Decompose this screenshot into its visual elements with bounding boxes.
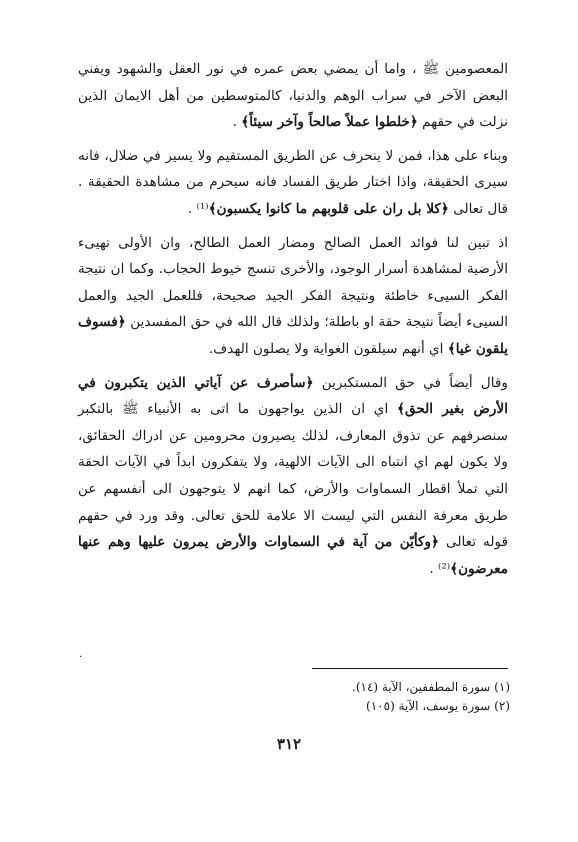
quran-verse: ﴿سأصرف عن آياتي الذين يتكبرون في الأرض بغير الحق﴾ bbox=[78, 374, 508, 418]
paragraph bbox=[78, 230, 508, 363]
quran-verse: ﴿فسوف يلقون غيا﴾ bbox=[78, 314, 508, 357]
paragraph bbox=[78, 370, 508, 583]
main-text-block bbox=[78, 56, 508, 582]
footnote-reference: ⁽²⁾ . bbox=[429, 560, 451, 577]
paragraph-segment: اي ان الذين يواجهون ما اتى به الأنبياء ﷺ بالتكبر سنصرفهم عن تذوق المعارف، لذلك يصيرون محرومين عن ادراك الحقائق، ولا يكون لهم اي انتباه الى الآيات الالهية، ولا يتفكرون ابداً في الآيات الحقة التي تملأ اقطار السماوات والأرض، كما انهم لا يتوجهون الى أنفسهم عن طريق معرفة النفس التي ليست الا علامة للحق تعالى. وقد ورد في حقهم قوله تعالى bbox=[78, 401, 508, 551]
paragraph bbox=[78, 56, 508, 136]
page-number: ٣١٢ bbox=[276, 735, 302, 753]
footnotes-section bbox=[300, 678, 510, 716]
paragraph bbox=[78, 143, 508, 223]
footnote-item: (٢) سورة يوسف، الآية (١٠٥) bbox=[366, 699, 510, 713]
footnote-divider bbox=[312, 668, 508, 669]
quran-verse: ﴿وكأيّن من آية في السماوات والأرض يمرون عليها وهم عنها معرضون﴾ bbox=[78, 534, 508, 577]
quran-verse: ﴿كلا بل ران على قلوبهم ما كانوا يكسبون﴾ bbox=[208, 200, 449, 217]
paragraph-segment: . bbox=[232, 114, 242, 131]
paragraph-segment: وبناء على هذا، فمن لا ينحرف عن الطريق المستقيم ولا يسير في ضلال، فانه سيرى الحقيقة، واذا اختار طريق الفساد فانه سيحرم من مشاهدة الحقيقة . قال تعالى bbox=[78, 147, 508, 217]
footnote-item: (١) سورة المطففين، الآية (١٤). bbox=[352, 680, 510, 694]
footnote-reference: ⁽¹⁾ . bbox=[187, 200, 209, 217]
paragraph-segment: وقال أيضاً في حق المستكبرين bbox=[313, 374, 508, 391]
stray-mark: . bbox=[79, 649, 83, 660]
paragraph-segment: اذ تبين لنا فوائد العمل الصالح ومضار العمل الطالح، وان الأولى تهيىء الأرضية لمشاهدة أسرار الوجود، والأخرى تنسج خيوط الحجاب. وكما ان نتيجة الفكر السيىء خاطئة ونتيجة الفكر الجيد صحيحة، فللعمل الجيد والعمل السيىء أيضاً نتيجة حقة او باطلة؛ ولذلك قال الله في حق المفسدين bbox=[78, 234, 508, 331]
paragraph-segment: اي أنهم سيلقون الغواية ولا يصلون الهدف. bbox=[208, 340, 448, 357]
quran-verse: ﴿خلطوا عملاً صالحاً وآخر سيئاً﴾ bbox=[241, 114, 418, 131]
paragraph-segment: المعصومين ﷺ ، واما أن يمضي بعض عمره في نور العقل والشهود ويفني البعض الآخر في سراب الوهم والدنيا، كالمتوسطين من أهل الايمان الذين نزلت في حقهم bbox=[78, 61, 508, 131]
